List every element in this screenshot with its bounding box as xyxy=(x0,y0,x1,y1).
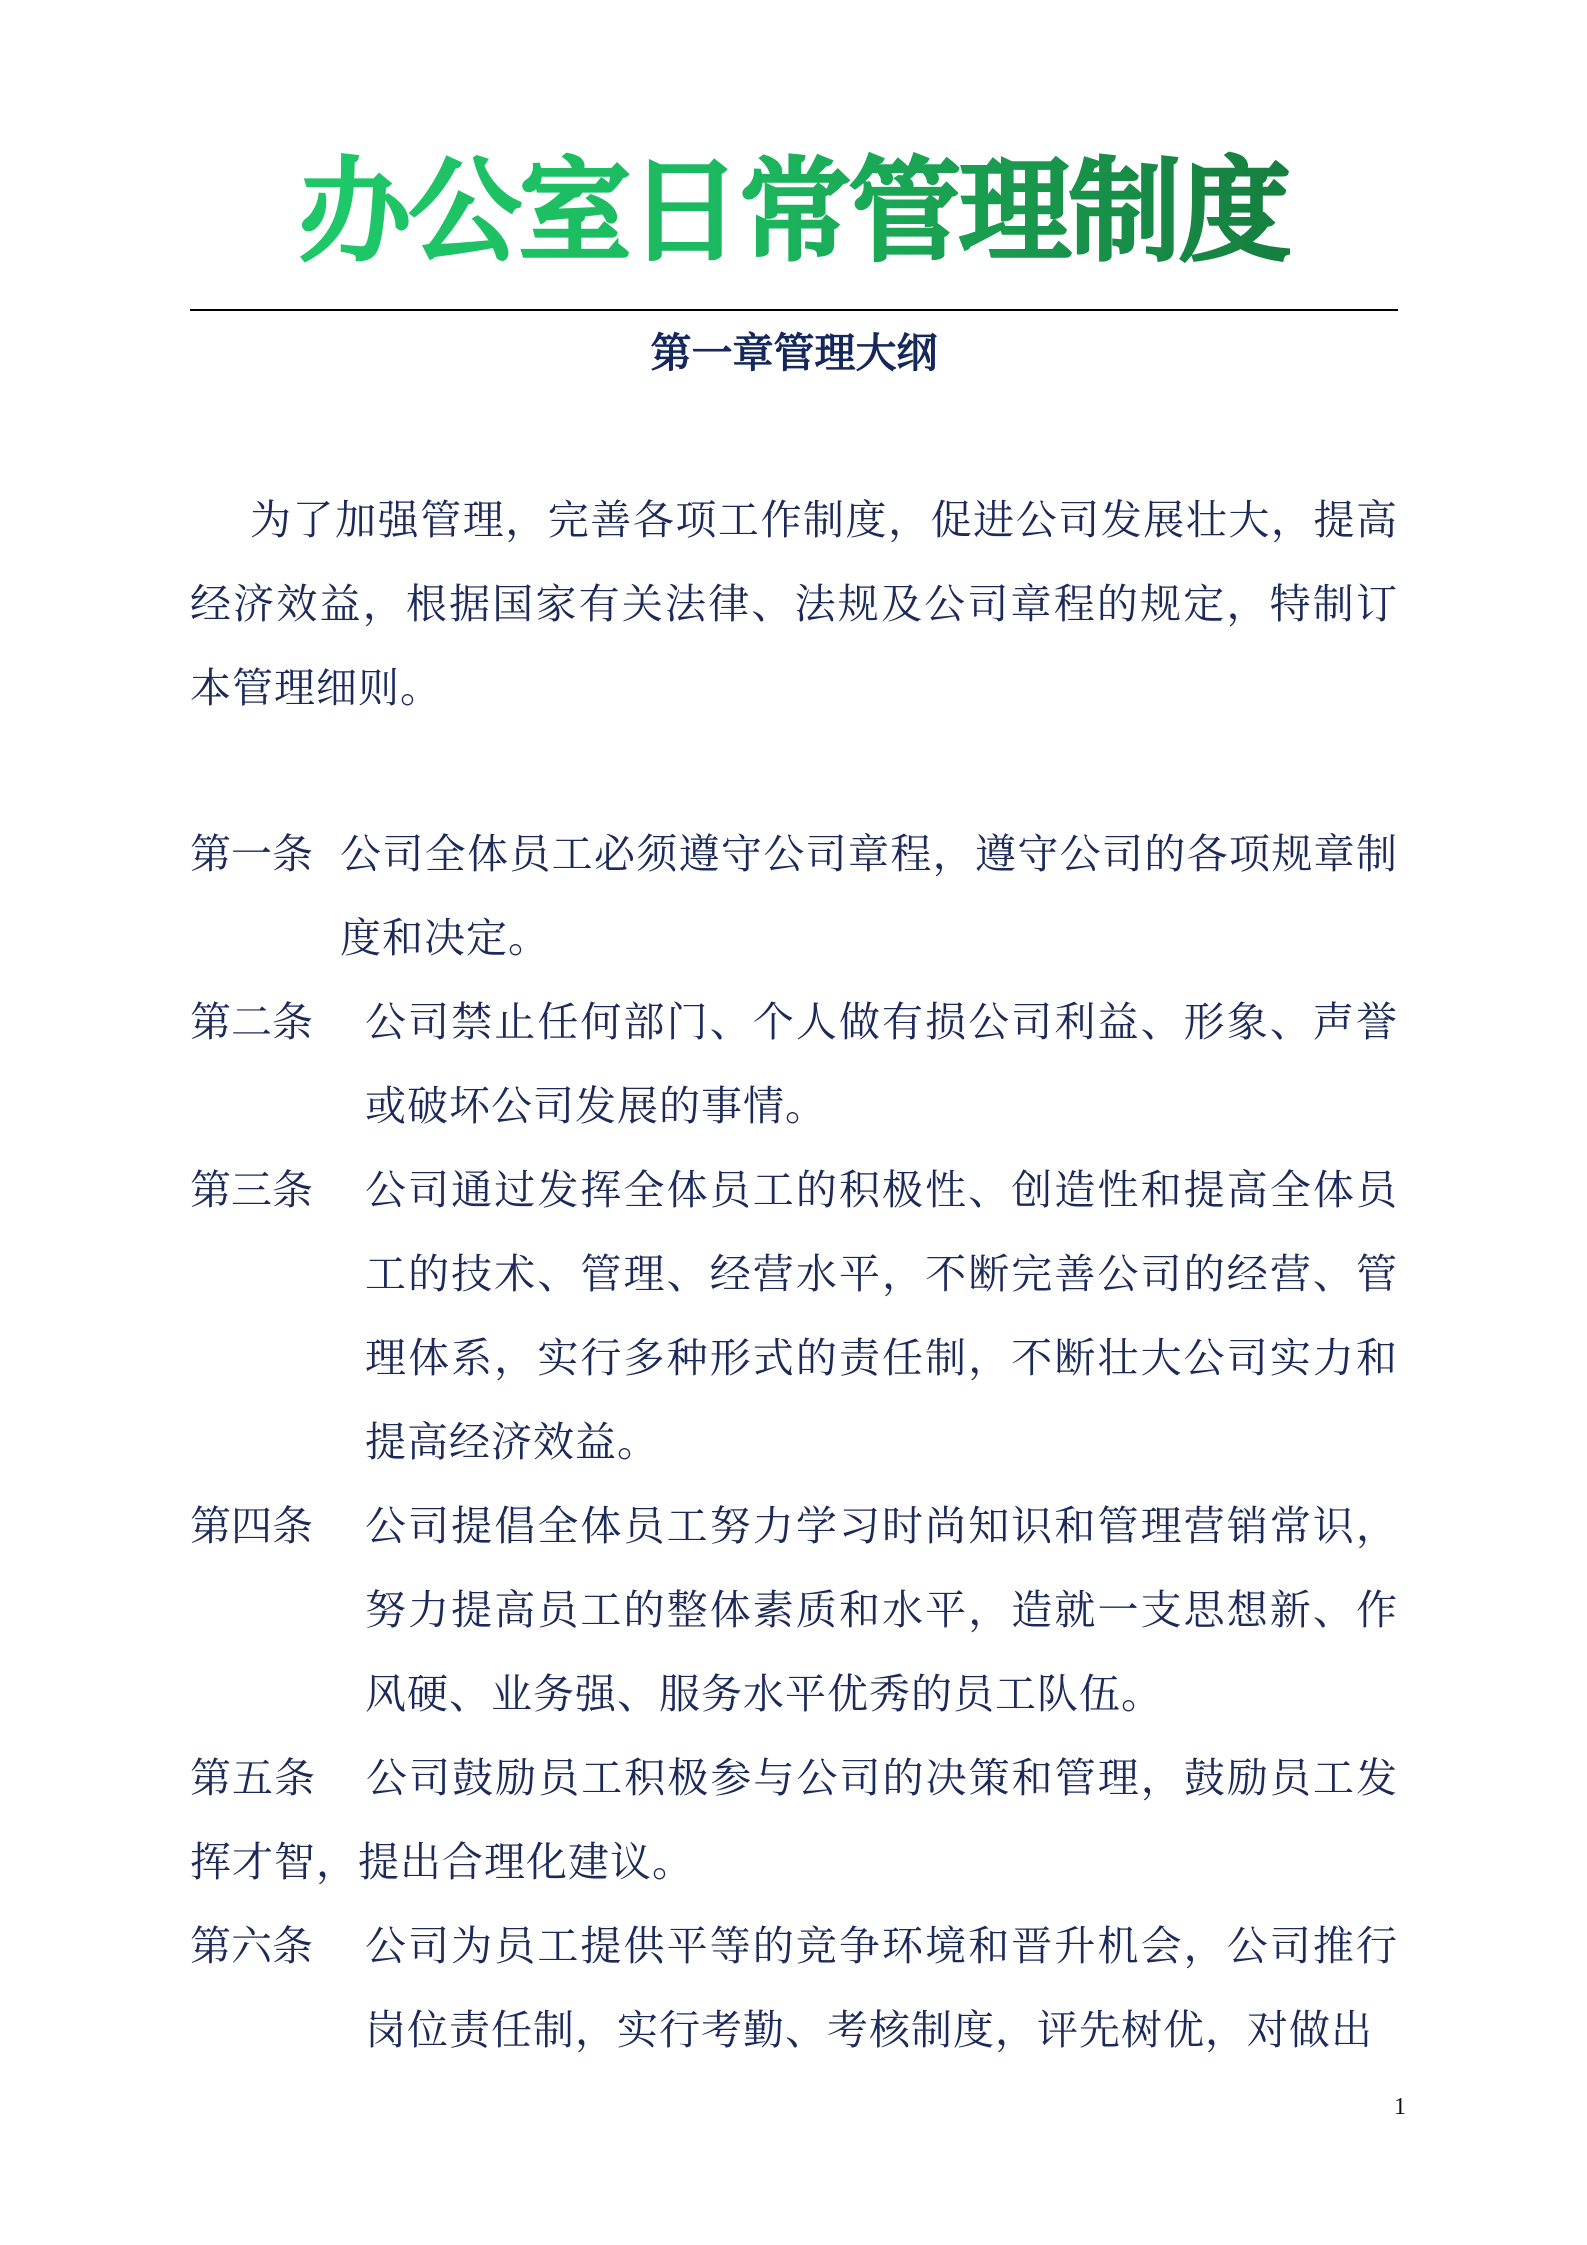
page-number: 1 xyxy=(1394,2094,1406,2120)
document-title: 办公室日常管理制度 xyxy=(190,142,1398,282)
article-label: 第四条 xyxy=(190,1502,313,1550)
article-4 xyxy=(190,1484,1398,1736)
article-1 xyxy=(190,812,1398,980)
article-6 xyxy=(190,1904,1398,2072)
article-label: 第六条 xyxy=(190,1922,313,1970)
article-5 xyxy=(190,1736,1398,1904)
article-label: 第五条 xyxy=(190,1754,316,1802)
article-label: 第三条 xyxy=(190,1166,313,1214)
article-3 xyxy=(190,1148,1398,1484)
article-list xyxy=(190,812,1398,2072)
article-text: 公司禁止任何部门、个人做有损公司利益、形象、声誉或破坏公司发展的事情。 xyxy=(365,998,1398,1130)
article-2 xyxy=(190,980,1398,1148)
article-label: 第一条 xyxy=(190,830,313,878)
article-text: 公司鼓励员工积极参与公司的决策和管理，鼓励员工发挥才智，提出合理化建议。 xyxy=(190,1754,1398,1886)
article-text: 公司全体员工必须遵守公司章程，遵守公司的各项规章制度和决定。 xyxy=(340,830,1398,962)
article-text: 公司通过发挥全体员工的积极性、创造性和提高全体员工的技术、管理、经营水平，不断完善公司的经营、管理体系，实行多种形式的责任制，不断壮大公司实力和提高经济效益。 xyxy=(365,1166,1398,1466)
title-divider xyxy=(190,309,1398,311)
article-label: 第二条 xyxy=(190,998,313,1046)
intro-paragraph: 为了加强管理，完善各项工作制度，促进公司发展壮大，提高经济效益，根据国家有关法律、法规及公司章程的规定，特制订本管理细则。 xyxy=(190,496,1398,712)
chapter-heading: 第一章管理大纲 xyxy=(650,329,938,377)
article-text: 公司为员工提供平等的竞争环境和晋升机会，公司推行岗位责任制，实行考勤、考核制度，评先树优，对做出 xyxy=(365,1922,1398,2054)
article-text: 公司提倡全体员工努力学习时尚知识和管理营销常识，努力提高员工的整体素质和水平，造就一支思想新、作风硬、业务强、服务水平优秀的员工队伍。 xyxy=(365,1502,1398,1718)
